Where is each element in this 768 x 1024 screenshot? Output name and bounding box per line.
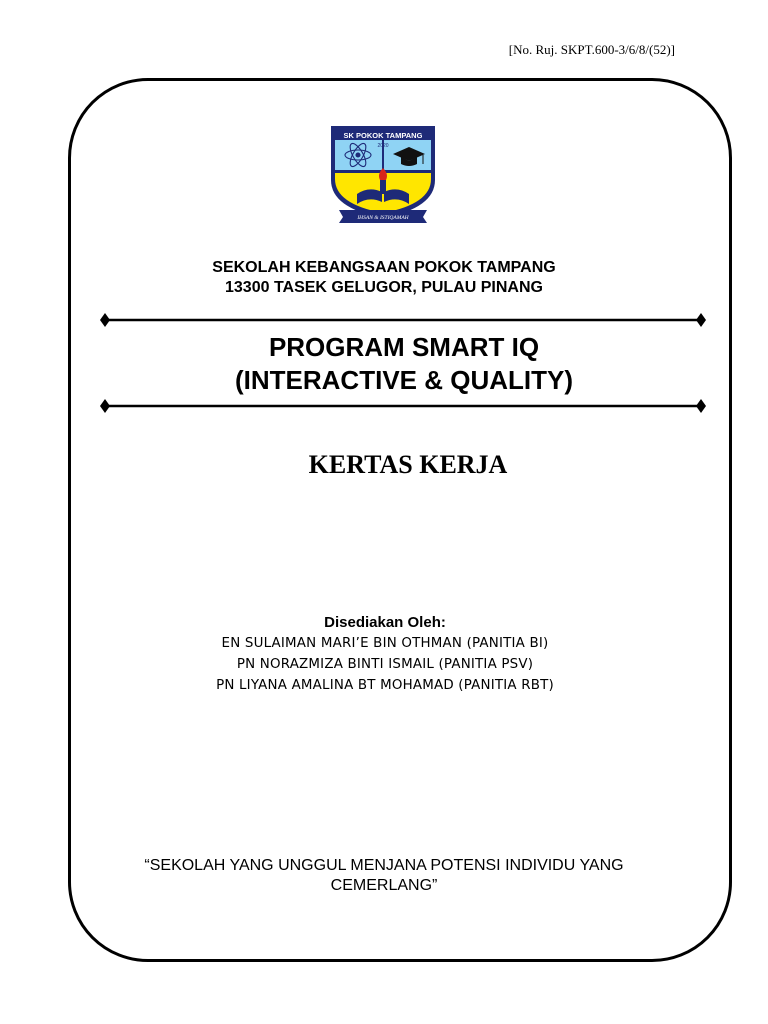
crest-ribbon-text: IHSAN & ISTIQAMAH: [357, 215, 409, 221]
school-address: 13300 TASEK GELUGOR, PULAU PINANG: [225, 279, 543, 296]
school-name: SEKOLAH KEBANGSAAN POKOK TAMPANG: [212, 259, 556, 276]
document-title: KERTAS KERJA: [308, 450, 508, 479]
program-title: PROGRAM SMART IQ: [268, 332, 540, 362]
program-subtitle: (INTERACTIVE & QUALITY): [235, 365, 573, 395]
motto-line-2: CEMERLANG”: [330, 877, 438, 894]
preparer-name: EN SULAIMAN MARI’E BIN OTHMAN (PANITIA BI): [221, 636, 549, 651]
reference-number: [No. Ruj. SKPT.600-3/6/8/(52)]: [508, 42, 675, 57]
crest-year-text: 2020: [377, 143, 389, 149]
motto-line-1: “SEKOLAH YANG UNGGUL MENJANA POTENSI INDIVIDU YANG: [144, 857, 624, 874]
preparer-name: PN NORAZMIZA BINTI ISMAIL (PANITIA PSV): [236, 657, 534, 672]
prepared-by-label: Disediakan Oleh:: [324, 614, 446, 631]
school-crest-logo: [321, 122, 445, 224]
school-motto: [0, 856, 768, 896]
divider-line-top: [100, 313, 706, 327]
crest-title-text: SK POKOK TAMPANG: [343, 131, 423, 140]
preparer-name: PN LIYANA AMALINA BT MOHAMAD (PANITIA RBT): [216, 678, 554, 693]
prepared-by-list: [0, 633, 768, 696]
divider-line-bottom: [100, 399, 706, 413]
